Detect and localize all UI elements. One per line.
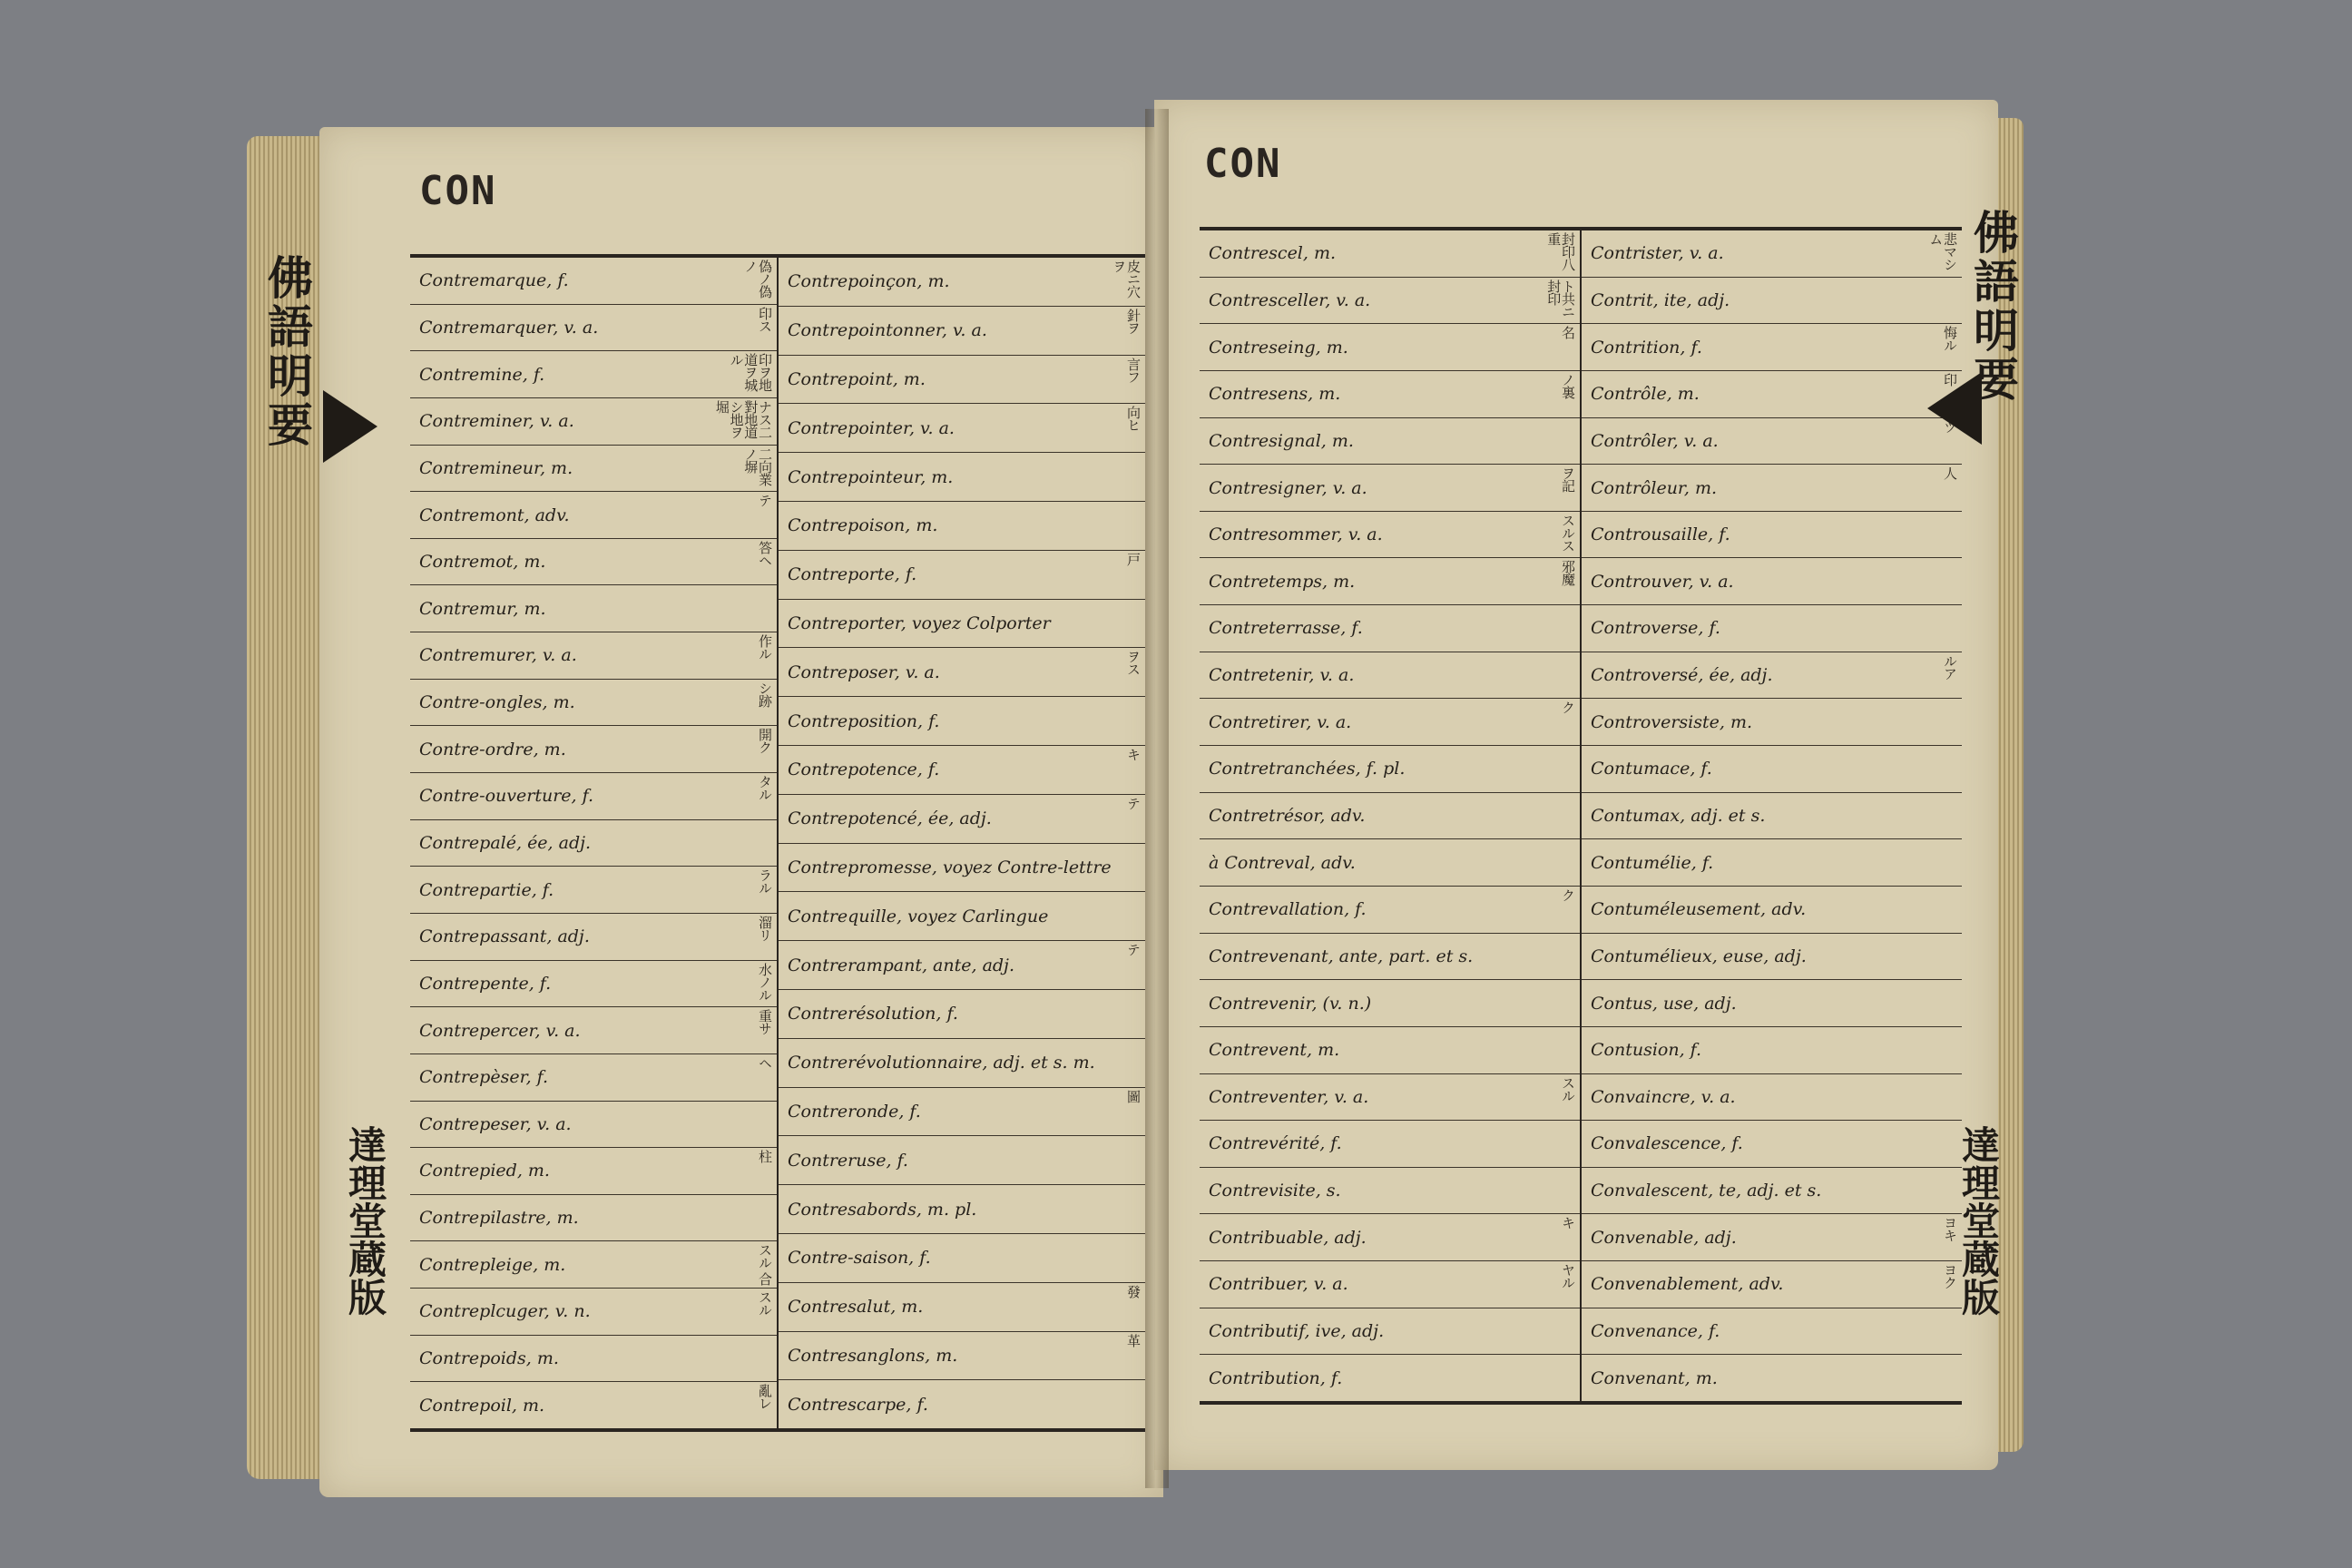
entry-gloss: 二向業ノ塀 bbox=[742, 446, 773, 485]
entry-term: Contuméleusement, adv. bbox=[1591, 899, 1807, 920]
entry-gloss: 言フ bbox=[1125, 357, 1142, 383]
entry-term: Contribuable, adj. bbox=[1209, 1227, 1367, 1248]
entry-term: Contresabords, m. pl. bbox=[788, 1199, 977, 1220]
entry-term: Contrepalé, ée, adj. bbox=[419, 833, 592, 853]
dictionary-row bbox=[1200, 278, 1580, 325]
dictionary-row bbox=[410, 1241, 777, 1289]
entry-term: Contrequille, voyez Carlingue bbox=[788, 906, 1049, 926]
entry-term: Contreposition, f. bbox=[788, 710, 940, 731]
entry-term: Contresigner, v. a. bbox=[1209, 477, 1367, 498]
dictionary-row bbox=[1200, 1214, 1580, 1261]
entry-gloss: テ bbox=[1125, 943, 1142, 956]
entry-term: Contrevisite, s. bbox=[1209, 1181, 1341, 1201]
entry-term: Contre-ouverture, f. bbox=[419, 786, 594, 807]
entry-term: Contumax, adj. et s. bbox=[1591, 806, 1766, 826]
dictionary-row bbox=[1200, 1355, 1580, 1401]
entry-term: Contreterrasse, f. bbox=[1209, 618, 1363, 639]
entry-term: Contrepied, m. bbox=[419, 1161, 550, 1181]
right-spine-title: 佛語明要 bbox=[1966, 209, 2020, 405]
right-column-2 bbox=[1580, 230, 1962, 1401]
dictionary-row bbox=[779, 1185, 1145, 1234]
entry-gloss: 柱 bbox=[757, 1150, 773, 1163]
dictionary-row bbox=[1200, 1308, 1580, 1356]
entry-gloss: 重サ bbox=[757, 1009, 773, 1035]
dictionary-row bbox=[779, 648, 1145, 697]
entry-term: Contrevérité, f. bbox=[1209, 1133, 1342, 1154]
dictionary-row bbox=[779, 1039, 1145, 1088]
entry-term: à Contreval, adv. bbox=[1209, 852, 1356, 873]
entry-term: Contumace, f. bbox=[1591, 759, 1712, 779]
dictionary-row bbox=[410, 1382, 777, 1428]
dictionary-row bbox=[1582, 1168, 1962, 1215]
entry-gloss: ヲス bbox=[1125, 650, 1142, 676]
dictionary-row bbox=[1582, 465, 1962, 512]
dictionary-row bbox=[779, 453, 1145, 502]
dictionary-row bbox=[1582, 699, 1962, 746]
right-publisher-mark: 達理堂蔵版 bbox=[1956, 1125, 2001, 1316]
entry-term: Contresceller, v. a. bbox=[1209, 289, 1371, 310]
entry-gloss: 偽ノ偽ノ bbox=[742, 260, 773, 298]
dictionary-row bbox=[1200, 1168, 1580, 1215]
dictionary-row bbox=[1200, 652, 1580, 700]
dictionary-row bbox=[779, 404, 1145, 453]
dictionary-row bbox=[410, 680, 777, 727]
entry-term: Contrepassant, adj. bbox=[419, 926, 590, 947]
dictionary-row bbox=[1582, 418, 1962, 466]
entry-term: Contrepotencé, ée, adj. bbox=[788, 808, 992, 829]
dictionary-row bbox=[410, 258, 777, 305]
entry-term: Contrepoinçon, m. bbox=[788, 271, 950, 292]
entry-gloss: 革 bbox=[1125, 1333, 1142, 1347]
dictionary-row bbox=[1582, 371, 1962, 418]
left-column-1 bbox=[410, 258, 777, 1428]
dictionary-row bbox=[779, 1234, 1145, 1283]
dictionary-row bbox=[1200, 1121, 1580, 1168]
entry-term: Contrepoison, m. bbox=[788, 515, 938, 536]
entry-term: Contrepointeur, m. bbox=[788, 466, 954, 487]
left-page bbox=[319, 127, 1163, 1497]
entry-term: Convalescence, f. bbox=[1591, 1133, 1743, 1154]
entry-term: Contreventer, v. a. bbox=[1209, 1086, 1369, 1107]
dictionary-row bbox=[779, 1332, 1145, 1381]
entry-gloss: ツ bbox=[1942, 419, 1958, 433]
left-fishtail-mark bbox=[323, 390, 377, 463]
entry-term: Convalescent, te, adj. et s. bbox=[1591, 1181, 1822, 1201]
entry-term: Contretenir, v. a. bbox=[1209, 665, 1355, 686]
right-page-header: CON bbox=[1204, 141, 1282, 187]
right-dictionary-table bbox=[1200, 227, 1962, 1405]
dictionary-row bbox=[779, 1380, 1145, 1428]
dictionary-row bbox=[1582, 1074, 1962, 1122]
entry-term: Contreseing, m. bbox=[1209, 337, 1348, 358]
dictionary-row bbox=[1200, 512, 1580, 559]
entry-term: Convaincre, v. a. bbox=[1591, 1086, 1736, 1107]
entry-gloss: ラル bbox=[757, 868, 773, 895]
dictionary-row bbox=[1200, 887, 1580, 934]
dictionary-row bbox=[779, 258, 1145, 307]
entry-gloss: スル bbox=[1560, 1075, 1576, 1102]
entry-gloss: 印ヲ地道ヲ城ル bbox=[728, 353, 773, 392]
dictionary-row bbox=[779, 356, 1145, 405]
dictionary-row bbox=[1582, 1308, 1962, 1356]
dictionary-row bbox=[1200, 1074, 1580, 1122]
dictionary-row bbox=[1200, 371, 1580, 418]
dictionary-row bbox=[1200, 605, 1580, 652]
dictionary-row bbox=[1582, 1355, 1962, 1401]
entry-gloss: ヨク bbox=[1942, 1263, 1958, 1289]
entry-term: Contrôleur, m. bbox=[1591, 477, 1718, 498]
dictionary-row bbox=[1582, 887, 1962, 934]
entry-term: Contrepromesse, voyez Contre-lettre bbox=[788, 857, 1112, 877]
dictionary-row bbox=[410, 1054, 777, 1102]
entry-term: Contrevent, m. bbox=[1209, 1040, 1340, 1061]
dictionary-row bbox=[1200, 230, 1580, 278]
dictionary-row bbox=[1200, 1261, 1580, 1308]
dictionary-row bbox=[410, 773, 777, 820]
entry-term: Contrepotence, f. bbox=[788, 760, 940, 780]
entry-gloss: ルア bbox=[1942, 653, 1958, 680]
entry-term: Convenable, adj. bbox=[1591, 1227, 1737, 1248]
entry-gloss: 向ヒ bbox=[1125, 406, 1142, 432]
right-fishtail-mark bbox=[1927, 372, 1982, 445]
entry-term: Contribuer, v. a. bbox=[1209, 1274, 1348, 1295]
entry-gloss: 亂レ bbox=[757, 1384, 773, 1410]
entry-gloss: 圖 bbox=[1125, 1089, 1142, 1102]
dictionary-row bbox=[1200, 324, 1580, 371]
entry-term: Contresens, m. bbox=[1209, 384, 1341, 405]
entry-gloss: キ bbox=[1125, 747, 1142, 760]
dictionary-row bbox=[410, 1102, 777, 1149]
entry-gloss: ヨキ bbox=[1942, 1216, 1958, 1242]
dictionary-row bbox=[779, 1283, 1145, 1332]
entry-term: Contremur, m. bbox=[419, 598, 546, 619]
entry-gloss: 水ノル bbox=[757, 962, 773, 1001]
dictionary-row bbox=[410, 632, 777, 680]
entry-gloss: 針ヲ bbox=[1125, 308, 1142, 334]
entry-term: Contre-ordre, m. bbox=[419, 739, 566, 760]
entry-gloss: 邪魔 bbox=[1560, 560, 1576, 586]
entry-term: Contrescarpe, f. bbox=[788, 1394, 928, 1415]
dictionary-row bbox=[779, 307, 1145, 356]
entry-gloss: 印 bbox=[1942, 372, 1958, 386]
dictionary-row bbox=[779, 892, 1145, 941]
dictionary-row bbox=[1582, 980, 1962, 1027]
entry-gloss: スルス bbox=[1560, 513, 1576, 552]
entry-term: Contremurer, v. a. bbox=[419, 645, 577, 666]
left-dictionary-table bbox=[410, 254, 1145, 1432]
entry-term: Contremot, m. bbox=[419, 552, 546, 573]
dictionary-row bbox=[779, 990, 1145, 1039]
entry-term: Controversé, ée, adj. bbox=[1591, 665, 1773, 686]
entry-term: Contrister, v. a. bbox=[1591, 243, 1724, 264]
entry-term: Convenablement, adv. bbox=[1591, 1274, 1784, 1295]
dictionary-row bbox=[1200, 465, 1580, 512]
dictionary-row bbox=[1582, 652, 1962, 700]
entry-term: Contrescel, m. bbox=[1209, 243, 1337, 264]
entry-term: Contremineur, m. bbox=[419, 457, 573, 478]
book-gutter bbox=[1145, 109, 1169, 1488]
dictionary-row bbox=[1582, 605, 1962, 652]
left-publisher-mark: 達理堂蔵版 bbox=[343, 1125, 387, 1316]
entry-term: Controverse, f. bbox=[1591, 618, 1720, 639]
entry-term: Contus, use, adj. bbox=[1591, 993, 1737, 1014]
right-page bbox=[1154, 100, 1998, 1470]
entry-term: Contrepartie, f. bbox=[419, 879, 554, 900]
dictionary-row bbox=[1200, 980, 1580, 1027]
entry-term: Contrepoids, m. bbox=[419, 1348, 559, 1369]
entry-gloss: スル bbox=[757, 1290, 773, 1317]
entry-gloss: 人 bbox=[1942, 466, 1958, 480]
entry-term: Contre-ongles, m. bbox=[419, 692, 575, 713]
dictionary-row bbox=[410, 305, 777, 352]
entry-term: Contreplcuger, v. n. bbox=[419, 1301, 591, 1322]
entry-term: Contrerampant, ante, adj. bbox=[788, 955, 1014, 975]
entry-gloss: テ bbox=[757, 494, 773, 507]
entry-term: Contreronde, f. bbox=[788, 1101, 921, 1122]
dictionary-row bbox=[410, 1148, 777, 1195]
entry-term: Contrit, ite, adj. bbox=[1591, 289, 1730, 310]
entry-gloss: 印ス bbox=[757, 306, 773, 332]
entry-gloss: ヘ bbox=[757, 1055, 773, 1069]
dictionary-row bbox=[410, 914, 777, 961]
entry-term: Contreporter, voyez Colporter bbox=[788, 612, 1051, 633]
dictionary-row bbox=[1582, 1027, 1962, 1074]
dictionary-row bbox=[779, 551, 1145, 600]
entry-term: Contrôler, v. a. bbox=[1591, 430, 1719, 451]
entry-term: Contretranchées, f. pl. bbox=[1209, 759, 1406, 779]
entry-term: Contreruse, f. bbox=[788, 1150, 908, 1171]
entry-gloss: 答ヘ bbox=[757, 540, 773, 566]
entry-term: Controusaille, f. bbox=[1591, 524, 1730, 545]
dictionary-row bbox=[1200, 746, 1580, 793]
dictionary-row bbox=[1200, 418, 1580, 466]
dictionary-row bbox=[1582, 934, 1962, 981]
entry-term: Contresanglons, m. bbox=[788, 1345, 958, 1366]
entry-term: Contresignal, m. bbox=[1209, 430, 1354, 451]
entry-term: Contrepleige, m. bbox=[419, 1254, 566, 1275]
dictionary-row bbox=[410, 1336, 777, 1383]
entry-term: Convenance, f. bbox=[1591, 1321, 1720, 1342]
entry-gloss: 悲マシム bbox=[1927, 232, 1958, 270]
entry-term: Contre-saison, f. bbox=[788, 1248, 931, 1269]
entry-term: Contrepèser, f. bbox=[419, 1067, 549, 1088]
entry-term: Contrepilastre, m. bbox=[419, 1208, 579, 1229]
dictionary-row bbox=[410, 398, 777, 446]
entry-gloss: ヤル bbox=[1560, 1263, 1576, 1289]
entry-gloss: タル bbox=[757, 775, 773, 801]
entry-term: Contresalut, m. bbox=[788, 1297, 924, 1318]
dictionary-row bbox=[1582, 512, 1962, 559]
entry-term: Contreporte, f. bbox=[788, 564, 917, 585]
dictionary-row bbox=[779, 697, 1145, 746]
dictionary-row bbox=[1582, 558, 1962, 605]
dictionary-row bbox=[1200, 1027, 1580, 1074]
entry-term: Contrepointonner, v. a. bbox=[788, 320, 987, 341]
entry-term: Contrôle, m. bbox=[1591, 384, 1700, 405]
entry-gloss: テ bbox=[1125, 796, 1142, 809]
entry-gloss: キ bbox=[1560, 1216, 1576, 1230]
entry-gloss: ナス二對地道シ地ヲ堀 bbox=[713, 399, 773, 438]
dictionary-row bbox=[779, 600, 1145, 649]
dictionary-row bbox=[1200, 839, 1580, 887]
dictionary-row bbox=[1582, 230, 1962, 278]
dictionary-row bbox=[1582, 746, 1962, 793]
entry-term: Contretrésor, adv. bbox=[1209, 806, 1366, 826]
dictionary-row bbox=[410, 867, 777, 914]
dictionary-row bbox=[1200, 558, 1580, 605]
entry-gloss: 作ル bbox=[757, 634, 773, 661]
entry-gloss: 開ク bbox=[757, 728, 773, 754]
entry-term: Contretemps, m. bbox=[1209, 571, 1356, 592]
left-page-header: CON bbox=[419, 168, 497, 214]
entry-term: Contrerévolutionnaire, adj. et s. m. bbox=[788, 1053, 1095, 1073]
open-book bbox=[247, 100, 2024, 1497]
dictionary-row bbox=[1582, 324, 1962, 371]
dictionary-row bbox=[1200, 793, 1580, 840]
right-column-1 bbox=[1200, 230, 1580, 1401]
dictionary-row bbox=[1200, 934, 1580, 981]
entry-term: Contributif, ive, adj. bbox=[1209, 1321, 1385, 1342]
entry-term: Contrepente, f. bbox=[419, 973, 552, 994]
entry-gloss: 發 bbox=[1125, 1284, 1142, 1298]
entry-gloss: 名 bbox=[1560, 326, 1576, 339]
dictionary-row bbox=[410, 1007, 777, 1054]
entry-gloss: 皮ニ穴ヲ bbox=[1111, 260, 1142, 298]
entry-term: Contrevenant, ante, part. et s. bbox=[1209, 946, 1474, 966]
entry-term: Contumélie, f. bbox=[1591, 852, 1714, 873]
entry-term: Contrepointer, v. a. bbox=[788, 417, 955, 438]
dictionary-row bbox=[1582, 1214, 1962, 1261]
entry-term: Contremont, adv. bbox=[419, 505, 570, 525]
entry-term: Contrevenir, (v. n.) bbox=[1209, 993, 1372, 1014]
dictionary-row bbox=[779, 746, 1145, 795]
entry-term: Contremarquer, v. a. bbox=[419, 317, 599, 338]
entry-term: Contrevallation, f. bbox=[1209, 899, 1367, 920]
dictionary-row bbox=[779, 1088, 1145, 1137]
dictionary-row bbox=[779, 795, 1145, 844]
dictionary-row bbox=[410, 1195, 777, 1242]
entry-term: Convenant, m. bbox=[1591, 1367, 1718, 1388]
entry-gloss: ト共ニ封印 bbox=[1545, 279, 1576, 318]
entry-term: Contremarque, f. bbox=[419, 270, 569, 291]
dictionary-row bbox=[1582, 1121, 1962, 1168]
entry-term: Contrepoint, m. bbox=[788, 368, 926, 389]
entry-term: Contrition, f. bbox=[1591, 337, 1702, 358]
left-column-2 bbox=[777, 258, 1145, 1428]
dictionary-row bbox=[410, 726, 777, 773]
dictionary-row bbox=[410, 492, 777, 539]
entry-gloss: 戸 bbox=[1125, 552, 1142, 565]
entry-term: Contrerésolution, f. bbox=[788, 1004, 958, 1024]
dictionary-row bbox=[1582, 839, 1962, 887]
dictionary-row bbox=[779, 502, 1145, 551]
entry-gloss: 悔ル bbox=[1942, 326, 1958, 352]
dictionary-row bbox=[410, 351, 777, 398]
entry-gloss: スル 合 bbox=[757, 1243, 773, 1286]
dictionary-row bbox=[410, 820, 777, 867]
dictionary-row bbox=[410, 1289, 777, 1336]
entry-term: Contumélieux, euse, adj. bbox=[1591, 946, 1807, 966]
dictionary-row bbox=[1200, 699, 1580, 746]
entry-term: Contremine, f. bbox=[419, 364, 545, 385]
entry-term: Contreposer, v. a. bbox=[788, 662, 940, 682]
entry-term: Contusion, f. bbox=[1591, 1040, 1702, 1061]
entry-term: Contrepoil, m. bbox=[419, 1395, 545, 1416]
entry-term: Contresommer, v. a. bbox=[1209, 524, 1383, 545]
entry-gloss: ク bbox=[1560, 701, 1576, 714]
dictionary-row bbox=[410, 446, 777, 493]
entry-term: Contrepercer, v. a. bbox=[419, 1020, 581, 1041]
entry-term: Contrepeser, v. a. bbox=[419, 1113, 572, 1134]
dictionary-row bbox=[410, 961, 777, 1008]
entry-gloss: ク bbox=[1560, 887, 1576, 901]
dictionary-row bbox=[779, 941, 1145, 990]
entry-term: Contribution, f. bbox=[1209, 1367, 1343, 1388]
entry-gloss: シ跡 bbox=[757, 681, 773, 707]
entry-gloss: 封印八重 bbox=[1545, 232, 1576, 270]
entry-term: Controversiste, m. bbox=[1591, 711, 1753, 732]
entry-term: Controuver, v. a. bbox=[1591, 571, 1734, 592]
entry-gloss: 溜リ bbox=[757, 915, 773, 941]
entry-term: Contretirer, v. a. bbox=[1209, 711, 1352, 732]
dictionary-row bbox=[1582, 1261, 1962, 1308]
dictionary-row bbox=[1582, 793, 1962, 840]
dictionary-row bbox=[410, 585, 777, 632]
dictionary-row bbox=[1582, 278, 1962, 325]
dictionary-row bbox=[779, 844, 1145, 893]
entry-gloss: ヲ記 bbox=[1560, 466, 1576, 493]
entry-term: Contreminer, v. a. bbox=[419, 411, 574, 432]
entry-gloss: ノ裏 bbox=[1560, 372, 1576, 398]
dictionary-row bbox=[779, 1136, 1145, 1185]
left-spine-title: 佛語明要 bbox=[260, 254, 314, 450]
dictionary-row bbox=[410, 539, 777, 586]
